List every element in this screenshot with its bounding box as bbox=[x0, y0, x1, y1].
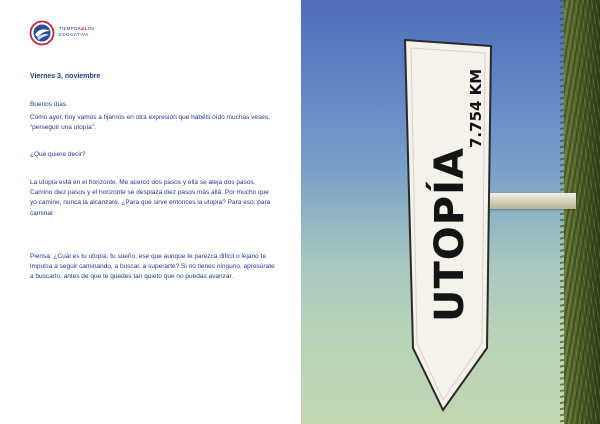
date-heading: Viernes 3, noviembre bbox=[30, 73, 101, 80]
body-text: La utopía está en el horizonte. Me acerco dos pasos y ella se aleja dos pasos. Camino diez pasos y el horizonte se desplaza diez pasos más allá. Por mucho que yo camine, nunca la alcanzaré. ¿Para qué sirve entonces la utopía? Para eso: para caminar. bbox=[30, 179, 271, 217]
logo-line1-accent: A&L bbox=[77, 26, 88, 31]
intro-paragraph bbox=[30, 113, 275, 133]
reflection-text: Piensa: ¿Cuál es tu utopía, tu sueño, ese que aunque te parezca difícil o lejano te impulsa a seguir caminando, a buscar, a superarte? Si no tienes ninguno, apresúrate a buscarlo, antes de que te quedes tan quieto que no puedas avanzar. bbox=[30, 253, 275, 281]
greeting-paragraph bbox=[30, 100, 275, 110]
sign-main-text: UTOPÍA bbox=[427, 147, 473, 322]
question-paragraph bbox=[30, 150, 275, 160]
question-text: ¿Qué quiere decir? bbox=[30, 151, 86, 158]
signpost bbox=[301, 0, 600, 424]
logo-line2: EDUCATIVA bbox=[59, 32, 89, 37]
logo bbox=[29, 20, 99, 46]
intro-text: Como ayer, hoy vamos a fijarnos en otra expresión que habéis oído muchas veses, “perseguir una utopía”. bbox=[30, 114, 270, 132]
logo-line1-pre: TIEMPO bbox=[59, 26, 78, 31]
utopia-photo bbox=[301, 0, 600, 424]
reflection-paragraph bbox=[30, 252, 275, 283]
logo-line1 bbox=[59, 26, 95, 31]
logo-emblem-icon bbox=[29, 20, 57, 46]
logo-line1-post: OS bbox=[87, 26, 95, 31]
logo-wordmark bbox=[59, 26, 99, 40]
body-paragraph bbox=[30, 178, 275, 219]
sign-distance-text: 7.754 KM bbox=[467, 68, 485, 148]
greeting-text: Buenos días. bbox=[30, 101, 68, 108]
